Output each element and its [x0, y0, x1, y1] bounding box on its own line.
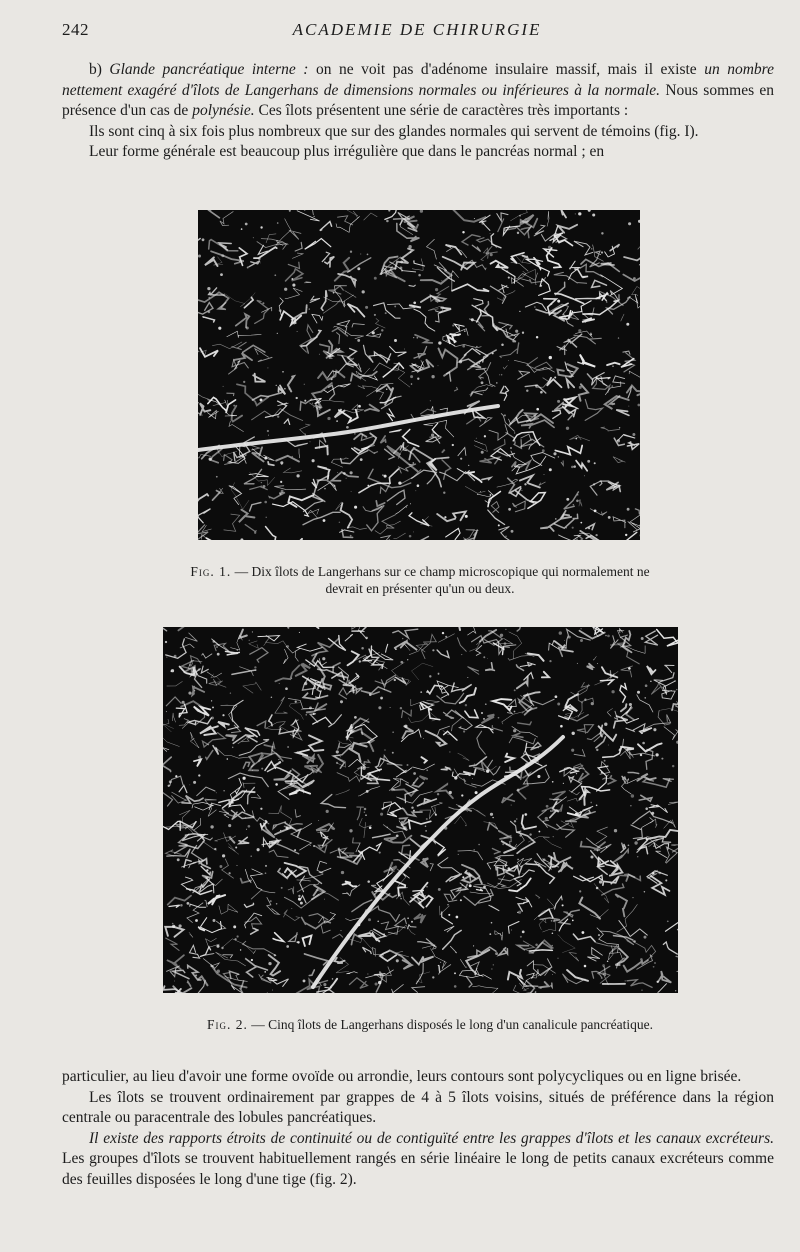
figure-1-caption-text: — Dix îlots de Langerhans sur ce champ microscopique qui normalement ne devrait en présenter qu'un ou deux. — [231, 564, 650, 596]
micrograph-image-2 — [163, 627, 678, 993]
top-text-block — [62, 60, 774, 163]
figure-2-caption-text: — Cinq îlots de Langerhans disposés le long d'un canalicule pancréatique. — [247, 1017, 653, 1032]
paragraph-nombre: Ils sont cinq à six fois plus nombreux que sur des glandes normales qui servent de témoins (fig. I). — [89, 122, 699, 140]
figure-1-caption — [170, 563, 670, 597]
page-header — [62, 20, 772, 46]
page-number: 242 — [62, 20, 89, 39]
paragraph-glande: b) Glande pancréatique interne : on ne voit pas d'adénome insulaire massif, mais il existe un nombre nettement exagéré d'îlots de Langerhans de dimensions normales ou inférieures à la normale. Nous sommes en présence d'un cas de polynésie. Ces îlots présentent une série de caractères très importants : — [62, 61, 774, 119]
figure-1-label: Fig. 1. — [190, 564, 232, 579]
running-head: ACADEMIE DE CHIRURGIE — [292, 20, 542, 39]
micrograph-image-1 — [198, 210, 640, 540]
paragraph-grappes: Les îlots se trouvent ordinairement par grappes de 4 à 5 îlots voisins, situés de préférence dans la région centrale ou paracentrale des lobules pancréatiques. — [62, 1088, 774, 1126]
figure-2-micrograph — [163, 627, 678, 993]
figure-2-label: Fig. 2. — [207, 1017, 248, 1032]
paragraph-forme: Leur forme générale est beaucoup plus irrégulière que dans le pancréas normal ; en — [89, 143, 605, 160]
paragraph-contours: particulier, au lieu d'avoir une forme ovoïde ou arrondie, leurs contours sont polycycliques ou en ligne brisée. — [62, 1068, 742, 1085]
figure-2-caption — [120, 1016, 740, 1033]
paragraph-rapports: Il existe des rapports étroits de continuité ou de contiguïté entre les grappes d'îlots et les canaux excréteurs. Les groupes d'îlots se trouvent habituellement rangés en série linéaire le long de petits canaux excréteurs comme des feuilles disposées le long d'une tige (fig. 2). — [62, 1129, 774, 1188]
figure-1-micrograph — [198, 210, 640, 540]
bottom-text-block — [62, 1067, 774, 1190]
